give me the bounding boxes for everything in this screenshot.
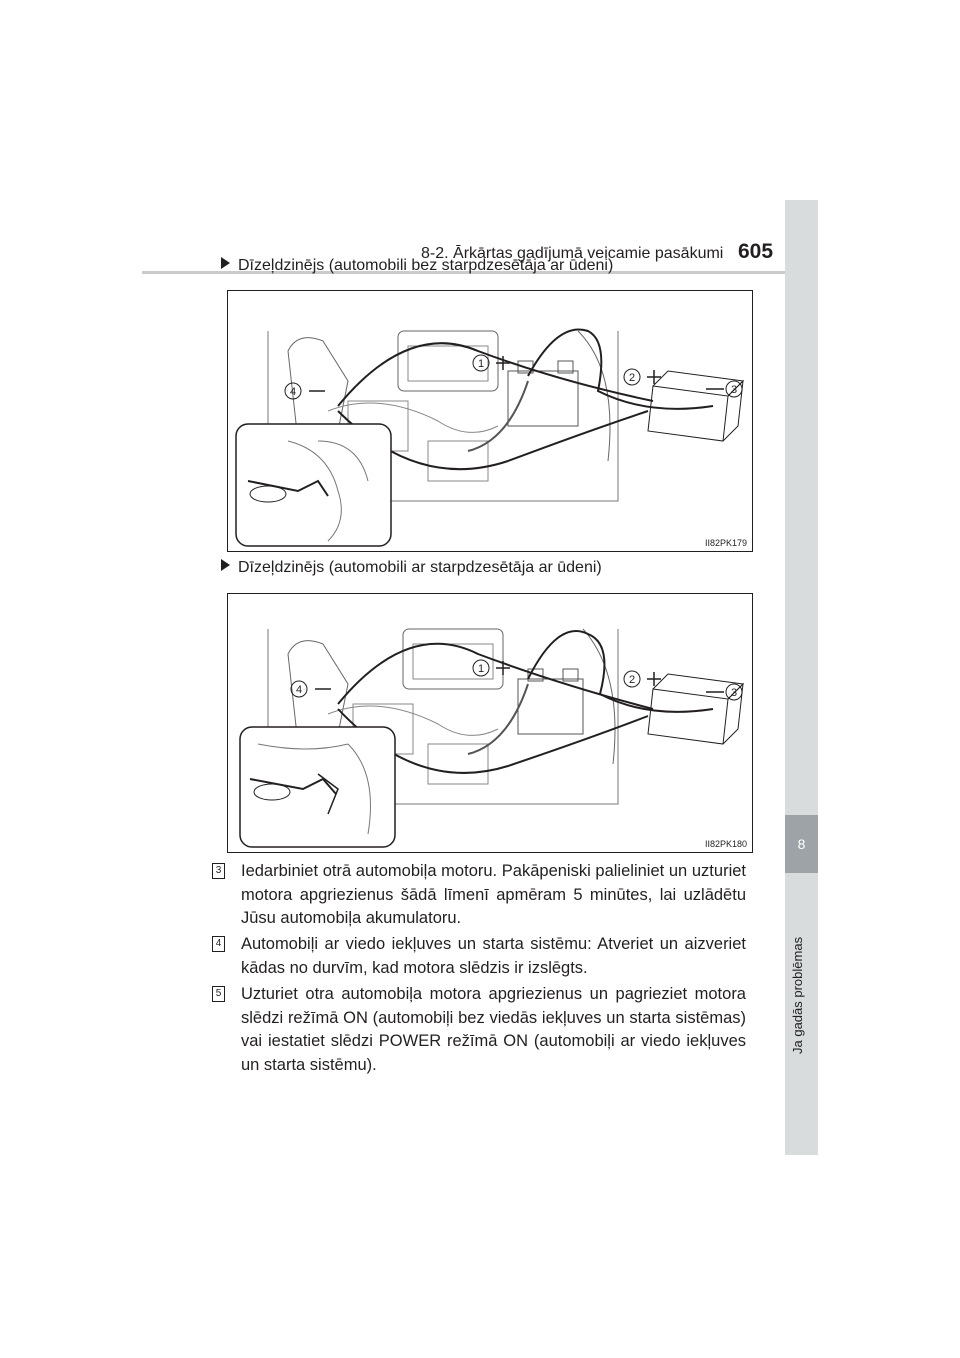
engine-bay-jumper-diagram-2 bbox=[228, 594, 752, 852]
figure-1-heading bbox=[221, 257, 613, 275]
figure-1-callout-4: 4 bbox=[289, 386, 297, 398]
step-text: Uzturiet otra automobiļa motora apgriezienus un pagrieziet motora slēdzi režīmā ON (automobiļi bez viedās iekļuves un starta sistēmas) vai iestatiet slēdzi POWER režīmā ON (automobiļi ar viedo iekļuves un starta sistēmu). bbox=[241, 985, 746, 1074]
step-5 bbox=[212, 983, 746, 1077]
figure-1-code: II82PK179 bbox=[704, 538, 747, 548]
chapter-label: Ja gadās problēmas bbox=[790, 936, 805, 1054]
figure-1-callout-2: 2 bbox=[628, 372, 636, 384]
figure-2-illustration bbox=[227, 593, 753, 853]
figure-1-illustration bbox=[227, 290, 753, 552]
step-number-badge: 4 bbox=[212, 936, 225, 952]
engine-bay-jumper-diagram-1 bbox=[228, 291, 752, 551]
figure-1-heading-text: Dīzeļdzinējs (automobili bez starpdzesētāja ar ūdeni) bbox=[238, 257, 614, 274]
figure-2-code: II82PK180 bbox=[704, 839, 747, 849]
figure-2-heading-text: Dīzeļdzinējs (automobili ar starpdzesētāja ar ūdeni) bbox=[238, 559, 602, 576]
bullet-arrow-icon bbox=[221, 559, 230, 571]
figure-1-callout-1: 1 bbox=[477, 358, 485, 370]
step-text: Iedarbiniet otrā automobiļa motoru. Pakāpeniski palieliniet un uzturiet motora apgriezienus šādā līmenī apmēram 5 minūtes, lai uzlādētu Jūsu automobiļa akumulatoru. bbox=[241, 862, 746, 927]
step-number-badge: 3 bbox=[212, 863, 225, 879]
page-number: 605 bbox=[738, 240, 774, 263]
chapter-number: 8 bbox=[785, 815, 818, 873]
step-3 bbox=[212, 860, 746, 931]
figure-2-callout-3: 3 bbox=[730, 687, 738, 699]
step-text: Automobiļi ar viedo iekļuves un starta sistēmu: Atveriet un aizveriet kādas no durvīm, kad motora slēdzis ir izslēgts. bbox=[241, 935, 746, 977]
figure-2-callout-1: 1 bbox=[477, 663, 485, 675]
figure-2-callout-2: 2 bbox=[628, 674, 636, 686]
step-number-badge: 5 bbox=[212, 986, 225, 1002]
section-title: 8-2. Ārkārtas gadījumā veicamie pasākumi bbox=[421, 245, 724, 262]
figure-1-callout-3: 3 bbox=[730, 384, 738, 396]
step-4 bbox=[212, 933, 746, 980]
figure-2-callout-4: 4 bbox=[295, 684, 303, 696]
bullet-arrow-icon bbox=[221, 257, 230, 269]
figure-2-heading bbox=[221, 559, 602, 577]
